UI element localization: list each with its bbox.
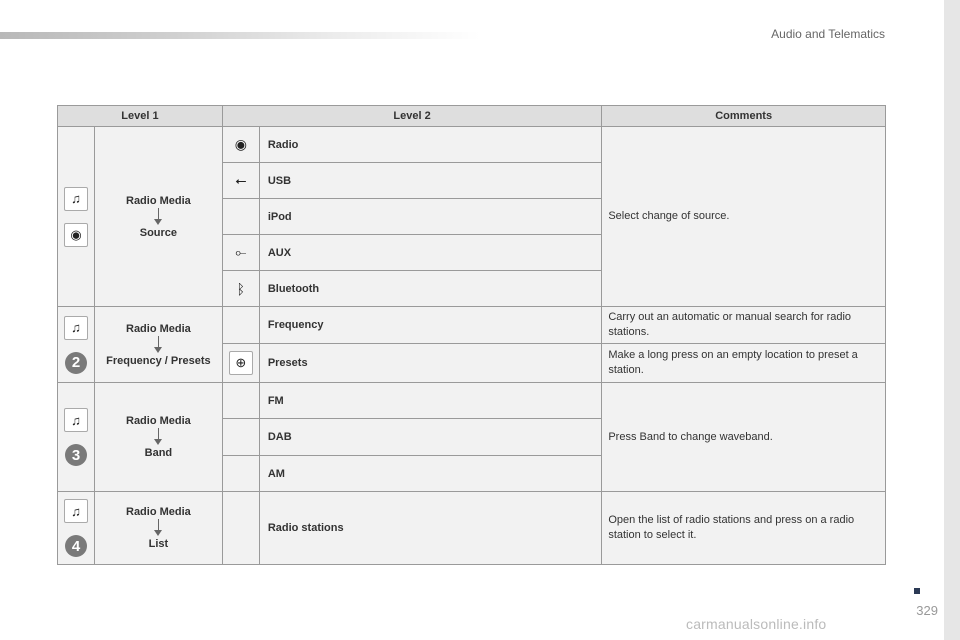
level1-top-label: Radio Media <box>126 415 191 427</box>
level2-label: Bluetooth <box>259 271 602 307</box>
page-number: 329 <box>916 603 938 618</box>
level2-icon-cell <box>222 235 259 271</box>
level1-bottom-label: Source <box>139 226 178 239</box>
header-gradient-bar <box>0 32 480 39</box>
section-title: Audio and Telematics <box>771 27 885 41</box>
arrow-down-icon <box>96 336 221 354</box>
level1-icons-cell <box>58 383 95 492</box>
level2-icon-cell <box>222 492 259 565</box>
music-note-icon: ♫ <box>64 187 88 211</box>
page-marker <box>914 588 920 594</box>
level2-label: DAB <box>259 419 602 456</box>
level1-cell <box>94 383 222 492</box>
table-row <box>58 307 886 344</box>
level1-bottom-label: List <box>148 538 169 550</box>
radio-icon: ◉ <box>64 223 88 247</box>
level2-label: AUX <box>259 235 602 271</box>
comment-cell: Open the list of radio stations and press on a radio station to select it. <box>602 492 886 565</box>
bluetooth-icon: ᛒ <box>236 280 246 297</box>
header-comments: Comments <box>602 106 886 127</box>
level2-label: USB <box>259 163 602 199</box>
level1-bottom-label: Band <box>144 447 173 459</box>
comment-cell: Carry out an automatic or manual search for radio stations. <box>602 307 886 344</box>
table-row <box>58 383 886 419</box>
level2-icon-cell <box>222 199 259 235</box>
level1-cell <box>94 492 222 565</box>
watermark: carmanualsonline.info <box>686 616 827 632</box>
level2-label: Presets <box>259 344 602 383</box>
level1-top-label: Radio Media <box>126 322 191 335</box>
table-header-row <box>58 106 886 127</box>
level1-top-label: Radio Media <box>126 194 191 207</box>
level2-label: AM <box>259 456 602 492</box>
menu-table <box>57 105 886 565</box>
presets-icon: ⊕ <box>229 351 253 375</box>
music-note-icon: ♫ <box>64 499 88 523</box>
level2-icon-cell <box>222 344 259 383</box>
level2-label: Frequency <box>259 307 602 344</box>
page-edge-strip <box>944 0 960 640</box>
header-level2: Level 2 <box>222 106 601 127</box>
level2-label: Radio stations <box>259 492 602 565</box>
table-row <box>58 127 886 163</box>
level2-icon-cell <box>222 163 259 199</box>
arrow-down-icon <box>96 208 221 226</box>
usb-icon: ⭠ <box>235 172 247 188</box>
step-number-badge: 4 <box>65 535 87 557</box>
level1-bottom-label: Frequency / Presets <box>106 354 211 367</box>
level1-icons-cell <box>58 307 95 383</box>
level2-icon-cell <box>222 307 259 344</box>
level2-icon-cell <box>222 127 259 163</box>
level2-label: FM <box>259 383 602 419</box>
level1-cell <box>94 307 222 383</box>
level2-label: Radio <box>259 127 602 163</box>
table-row <box>58 492 886 565</box>
arrow-down-icon <box>96 428 221 446</box>
level2-icon-cell <box>222 456 259 492</box>
step-number-badge: 2 <box>65 352 87 374</box>
music-note-icon: ♫ <box>64 408 88 432</box>
level2-icon-cell <box>222 271 259 307</box>
comment-cell: Select change of source. <box>602 127 886 307</box>
radio-icon: ◉ <box>234 136 247 152</box>
level1-icons-cell <box>58 127 95 307</box>
level2-icon-cell <box>222 419 259 456</box>
aux-icon: ⟜ <box>235 244 247 260</box>
step-number-badge: 3 <box>65 444 87 466</box>
comment-cell: Press Band to change waveband. <box>602 383 886 492</box>
level2-label: iPod <box>259 199 602 235</box>
level1-top-label: Radio Media <box>126 506 191 518</box>
music-note-icon: ♫ <box>64 316 88 340</box>
level2-icon-cell <box>222 383 259 419</box>
level1-cell <box>94 127 222 307</box>
arrow-down-icon <box>96 519 221 537</box>
header-level1: Level 1 <box>58 106 223 127</box>
comment-cell: Make a long press on an empty location to preset a station. <box>602 344 886 383</box>
level1-icons-cell <box>58 492 95 565</box>
